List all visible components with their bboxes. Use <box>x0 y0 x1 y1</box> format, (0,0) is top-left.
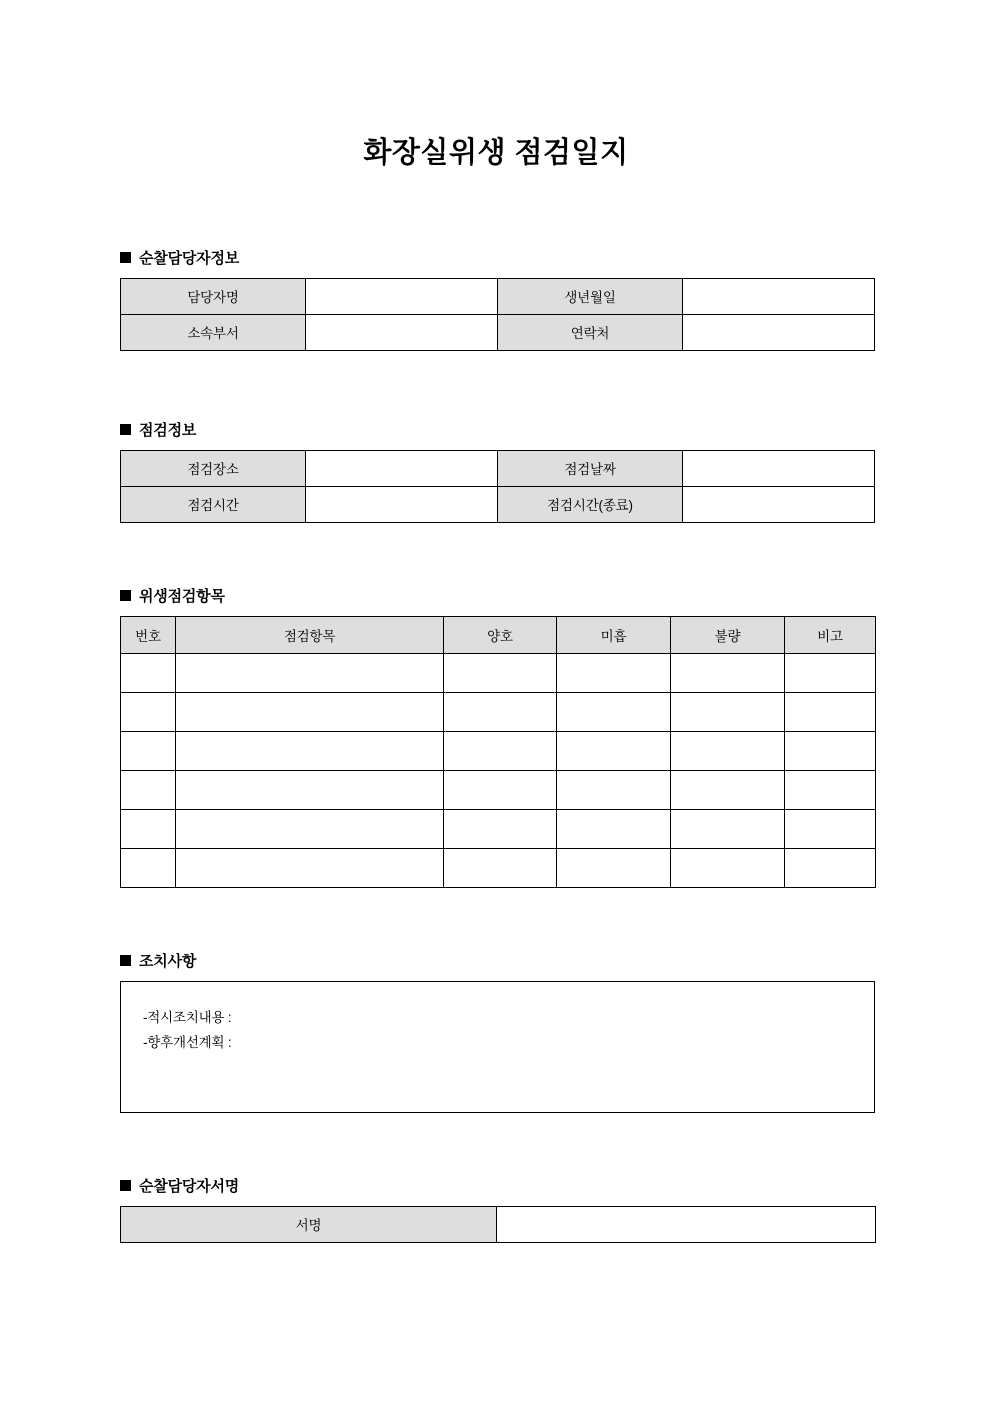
section-inspection-info <box>120 419 875 523</box>
field-value-location[interactable] <box>306 450 498 486</box>
field-label-department: 소속부서 <box>121 314 306 350</box>
cell-no[interactable] <box>121 770 176 809</box>
cell-good[interactable] <box>444 653 557 692</box>
cell-no[interactable] <box>121 731 176 770</box>
field-value-name[interactable] <box>306 278 498 314</box>
action-line-improvement: -향후개선계획 : <box>143 1034 232 1050</box>
section-heading-label: 점검정보 <box>139 421 197 439</box>
cell-bad[interactable] <box>671 770 785 809</box>
column-header-note: 비고 <box>785 616 876 653</box>
cell-no[interactable] <box>121 653 176 692</box>
page-title: 화장실위생 점검일지 <box>363 137 629 169</box>
checklist-table <box>120 616 876 888</box>
field-label-end-time: 점검시간(종료) <box>498 486 683 522</box>
spacer-section-3 <box>0 888 992 950</box>
field-label-contact: 연락처 <box>498 314 683 350</box>
signature-table <box>120 1206 876 1243</box>
table-header-row <box>121 616 876 653</box>
cell-fair[interactable] <box>557 653 671 692</box>
spacer-section-1 <box>0 351 992 419</box>
column-header-good: 양호 <box>444 616 557 653</box>
section-inspector-info <box>120 247 875 351</box>
field-value-birthdate[interactable] <box>683 278 875 314</box>
field-value-contact[interactable] <box>683 314 875 350</box>
cell-fair[interactable] <box>557 692 671 731</box>
field-label-signature: 서명 <box>121 1206 497 1242</box>
field-value-department[interactable] <box>306 314 498 350</box>
field-value-signature[interactable] <box>497 1206 876 1242</box>
table-row <box>121 486 875 522</box>
cell-item[interactable] <box>176 653 444 692</box>
cell-no[interactable] <box>121 809 176 848</box>
cell-bad[interactable] <box>671 848 785 887</box>
cell-bad[interactable] <box>671 653 785 692</box>
field-value-start-time[interactable] <box>306 486 498 522</box>
square-bullet-icon <box>120 424 131 435</box>
field-label-name: 담당자명 <box>121 278 306 314</box>
cell-note[interactable] <box>785 809 876 848</box>
table-row <box>121 692 876 731</box>
field-label-date: 점검날짜 <box>498 450 683 486</box>
square-bullet-icon <box>120 955 131 966</box>
square-bullet-icon <box>120 590 131 601</box>
section-heading-inspector-info <box>120 247 875 268</box>
square-bullet-icon <box>120 252 131 263</box>
cell-good[interactable] <box>444 692 557 731</box>
cell-no[interactable] <box>121 692 176 731</box>
table-row <box>121 731 876 770</box>
cell-no[interactable] <box>121 848 176 887</box>
inspector-info-table <box>120 278 875 351</box>
section-heading-signature <box>120 1175 875 1196</box>
section-heading-label: 위생점검항목 <box>139 587 225 605</box>
section-heading-label: 순찰담당자정보 <box>139 249 240 267</box>
column-header-fair: 미흡 <box>557 616 671 653</box>
cell-fair[interactable] <box>557 731 671 770</box>
actions-textarea[interactable] <box>120 981 875 1113</box>
section-heading-inspection-info <box>120 419 875 440</box>
cell-good[interactable] <box>444 770 557 809</box>
cell-note[interactable] <box>785 731 876 770</box>
cell-good[interactable] <box>444 848 557 887</box>
section-actions <box>120 950 875 1113</box>
section-heading-label: 순찰담당자서명 <box>139 1177 240 1195</box>
table-row <box>121 770 876 809</box>
field-value-date[interactable] <box>683 450 875 486</box>
table-row <box>121 314 875 350</box>
table-row <box>121 450 875 486</box>
section-heading-label: 조치사항 <box>139 952 197 970</box>
cell-item[interactable] <box>176 848 444 887</box>
cell-item[interactable] <box>176 770 444 809</box>
table-row <box>121 653 876 692</box>
table-row <box>121 848 876 887</box>
cell-fair[interactable] <box>557 809 671 848</box>
cell-note[interactable] <box>785 848 876 887</box>
field-label-start-time: 점검시간 <box>121 486 306 522</box>
table-row <box>121 1206 876 1242</box>
action-line-immediate: -적시조치내용 : <box>143 1009 232 1025</box>
column-header-bad: 불량 <box>671 616 785 653</box>
table-row <box>121 809 876 848</box>
cell-fair[interactable] <box>557 848 671 887</box>
section-signature <box>120 1175 875 1243</box>
spacer-title <box>0 171 992 247</box>
column-header-no: 번호 <box>121 616 176 653</box>
cell-item[interactable] <box>176 731 444 770</box>
inspection-info-table <box>120 450 875 523</box>
square-bullet-icon <box>120 1180 131 1191</box>
cell-bad[interactable] <box>671 809 785 848</box>
spacer-section-2 <box>0 523 992 585</box>
cell-note[interactable] <box>785 692 876 731</box>
field-label-location: 점검장소 <box>121 450 306 486</box>
cell-note[interactable] <box>785 770 876 809</box>
spacer-section-4 <box>0 1113 992 1175</box>
section-heading-checklist <box>120 585 875 606</box>
field-label-birthdate: 생년월일 <box>498 278 683 314</box>
cell-bad[interactable] <box>671 731 785 770</box>
table-row <box>121 278 875 314</box>
cell-item[interactable] <box>176 809 444 848</box>
cell-good[interactable] <box>444 731 557 770</box>
section-checklist <box>120 585 875 888</box>
section-heading-actions <box>120 950 875 971</box>
cell-fair[interactable] <box>557 770 671 809</box>
cell-item[interactable] <box>176 692 444 731</box>
cell-note[interactable] <box>785 653 876 692</box>
cell-bad[interactable] <box>671 692 785 731</box>
cell-good[interactable] <box>444 809 557 848</box>
column-header-item: 점검항목 <box>176 616 444 653</box>
field-value-end-time[interactable] <box>683 486 875 522</box>
